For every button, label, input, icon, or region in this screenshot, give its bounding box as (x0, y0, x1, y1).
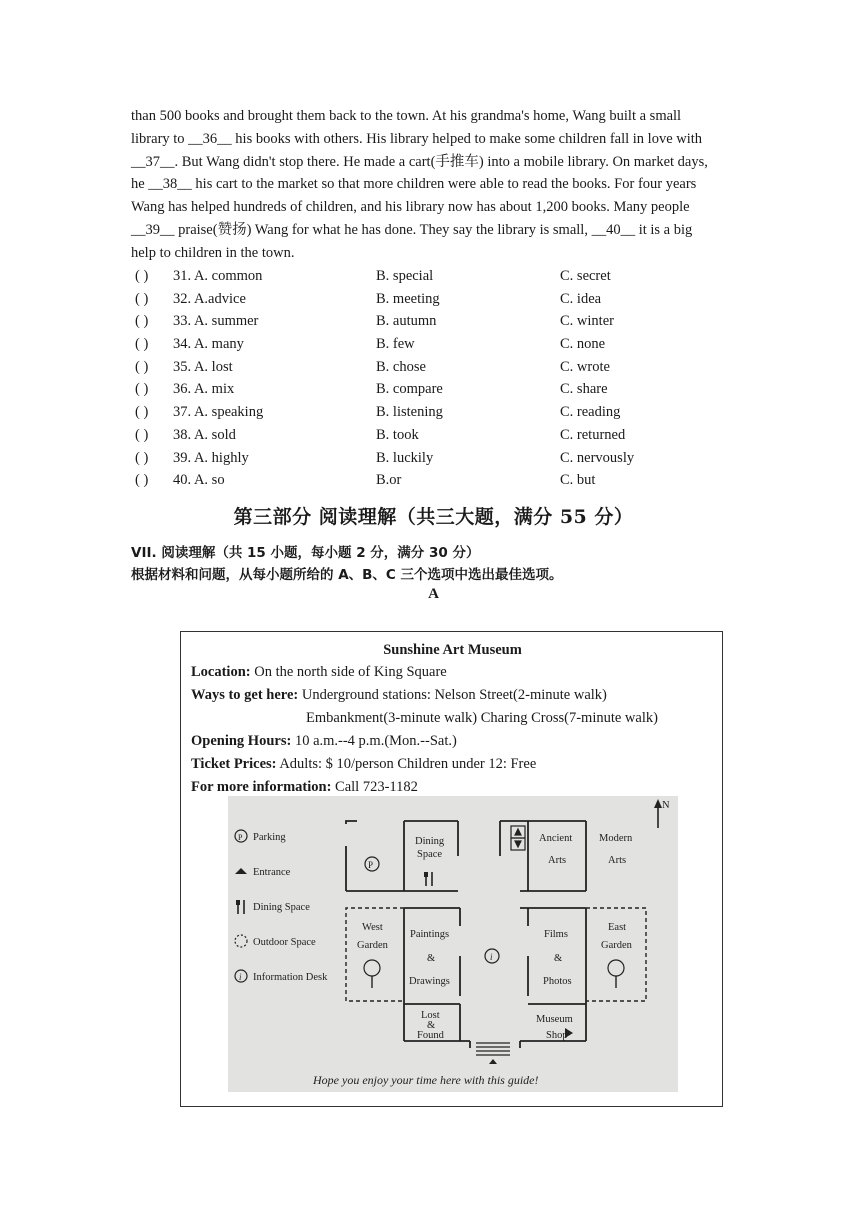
option-a: 34. A. many (173, 336, 244, 353)
answer-blank[interactable]: ( ) (135, 472, 149, 489)
map-caption: Hope you enjoy your time here with this guide! (313, 1073, 539, 1087)
passage-line: library to __36__ his books with others. His library helped to make some children fall in love with (131, 130, 703, 147)
room-films-3: Photos (543, 976, 572, 987)
question-row (131, 447, 751, 470)
section-heading: VII. 阅读理解（共 15 小题，每小题 2 分，满分 30 分） (131, 545, 480, 561)
option-a: 40. A. so (173, 472, 225, 489)
legend-outdoor: Outdoor Space (253, 937, 316, 948)
question-row (131, 424, 751, 447)
option-c: C. wrote (560, 358, 610, 375)
tickets-line (191, 756, 536, 773)
answer-blank[interactable]: ( ) (135, 336, 149, 353)
option-a: 32. A.advice (173, 290, 246, 307)
room-dining-2: Space (417, 849, 443, 860)
option-a: 38. A. sold (173, 426, 236, 443)
hours-value: 10 a.m.--4 p.m.(Mon.--Sat.) (291, 733, 457, 749)
option-b: B. chose (376, 358, 426, 375)
option-a: 39. A. highly (173, 449, 249, 466)
tickets-value: Adults: $ 10/person Children under 12: Free (276, 756, 537, 772)
answer-blank[interactable]: ( ) (135, 449, 149, 466)
museum-floor-map (228, 796, 678, 1092)
option-b: B. few (376, 336, 415, 353)
museum-notice (180, 631, 723, 1107)
passage-line: help to children in the town. (131, 244, 295, 261)
ways-line (191, 687, 607, 704)
option-b: B. took (376, 426, 419, 443)
section-instruction: 根据材料和问题，从每小题所给的 A、B、C 三个选项中选出最佳选项。 (131, 567, 563, 583)
room-paint-1: Paintings (410, 929, 450, 940)
room-lost-1: Lost (421, 1010, 440, 1021)
room-films-2: & (554, 953, 563, 964)
option-c: C. idea (560, 290, 602, 307)
info-value: Call 723-1182 (331, 779, 418, 795)
room-paint-2: & (427, 953, 436, 964)
option-c: C. none (560, 336, 606, 353)
option-c: C. share (560, 381, 608, 398)
room-west-1: West (362, 922, 383, 933)
room-paint-3: Drawings (409, 976, 450, 987)
passage-letter: A (428, 586, 439, 602)
answer-blank[interactable]: ( ) (135, 426, 149, 443)
garden-boundaries (346, 908, 646, 1001)
cloze-passage (131, 105, 741, 265)
question-row (131, 469, 751, 492)
info-desk-icon-letter: i (239, 972, 242, 982)
question-row (131, 288, 751, 311)
dining-icon (236, 900, 244, 914)
option-c: C. reading (560, 404, 621, 421)
passage-line: he __38__ his cart to the market so that more children were able to read the books. For four years (131, 176, 697, 193)
room-west-2: Garden (357, 940, 388, 951)
floor-plan-svg (228, 796, 678, 1092)
legend-info: Information Desk (253, 972, 328, 983)
legend-entrance: Entrance (253, 867, 291, 878)
info-line (191, 779, 418, 796)
north-label: N (662, 800, 670, 811)
info-label: For more information: (191, 779, 332, 795)
option-b: B. compare (376, 381, 443, 398)
answer-blank[interactable]: ( ) (135, 404, 149, 421)
question-list (131, 265, 751, 492)
north-arrow-head-icon (654, 799, 662, 808)
east-garden-tree-icon (608, 960, 624, 988)
answer-blank[interactable]: ( ) (135, 358, 149, 375)
ways-value: Underground stations: Nelson Street(2-minute walk) (298, 687, 607, 703)
map-dining-icon (424, 872, 432, 886)
room-films-1: Films (544, 929, 568, 940)
answer-blank[interactable]: ( ) (135, 313, 149, 330)
answer-blank[interactable]: ( ) (135, 268, 149, 284)
elevator-icon (511, 826, 525, 850)
option-a: 33. A. summer (173, 313, 259, 330)
question-row (131, 356, 751, 379)
room-east-2: Garden (601, 940, 632, 951)
option-c: C. winter (560, 313, 614, 330)
option-c: C. but (560, 472, 596, 489)
option-c: C. returned (560, 426, 626, 443)
room-modern-2: Arts (608, 855, 627, 866)
hours-line (191, 733, 457, 750)
option-b: B. special (376, 268, 434, 284)
entrance-icon (235, 868, 247, 874)
parking-icon-letter: P (238, 833, 243, 842)
room-lost-2: & (427, 1020, 436, 1031)
question-row (131, 401, 751, 424)
question-row (131, 333, 751, 356)
tickets-label: Ticket Prices: (191, 756, 277, 772)
answer-blank[interactable]: ( ) (135, 381, 149, 398)
passage-line: Wang has helped hundreds of children, and his library now has about 1,200 books. Many people (131, 199, 690, 216)
option-b: B.or (376, 472, 402, 489)
passage-line: __37__. But Wang didn't stop there. He made a cart(手推车) into a mobile library. On market days, (131, 153, 708, 170)
ways-line-2: Embankment(3-minute walk) Charing Cross(7-minute walk) (306, 710, 658, 726)
location-value: On the north side of King Square (250, 664, 447, 680)
option-b: B. autumn (376, 313, 437, 330)
entrance-steps-icon (476, 1043, 510, 1055)
outdoor-space-icon (235, 935, 247, 947)
option-b: B. luckily (376, 449, 434, 466)
west-garden-tree-icon (364, 960, 380, 988)
question-row (131, 265, 751, 288)
room-lost-3: Found (417, 1030, 444, 1041)
legend-dining: Dining Space (253, 902, 310, 913)
option-a: 35. A. lost (173, 358, 233, 375)
question-row (131, 310, 751, 333)
room-ancient-1: Ancient (539, 833, 573, 844)
ways-label: Ways to get here: (191, 687, 299, 703)
room-east-1: East (608, 922, 627, 933)
room-shop-2: Shop (546, 1030, 568, 1041)
room-modern-1: Modern (599, 833, 633, 844)
option-a: 31. A. common (173, 268, 263, 284)
option-c: C. nervously (560, 449, 635, 466)
location-label: Location: (191, 664, 251, 680)
option-c: C. secret (560, 268, 611, 284)
notice-title: Sunshine Art Museum (383, 642, 522, 658)
map-entrance-icon (489, 1059, 497, 1064)
option-b: B. listening (376, 404, 443, 421)
passage-line: than 500 books and brought them back to the town. At his grandma's home, Wang built a small (131, 108, 682, 124)
option-a: 37. A. speaking (173, 404, 264, 421)
passage-line: __39__ praise(赞扬) Wang for what he has done. They say the library is small, __40__ it is a big (131, 221, 693, 238)
room-dining-1: Dining (415, 836, 445, 847)
map-parking-letter: P (368, 860, 374, 870)
room-shop-1: Museum (536, 1014, 573, 1025)
location-line (191, 664, 447, 681)
part-title: 第三部分 阅读理解（共三大题，满分 55 分） (233, 506, 634, 528)
room-ancient-2: Arts (548, 855, 567, 866)
hours-label: Opening Hours: (191, 733, 292, 749)
legend-parking: Parking (253, 832, 286, 843)
option-b: B. meeting (376, 290, 440, 307)
answer-blank[interactable]: ( ) (135, 290, 149, 307)
map-info-letter: i (490, 952, 493, 962)
option-a: 36. A. mix (173, 381, 235, 398)
question-row (131, 378, 751, 401)
